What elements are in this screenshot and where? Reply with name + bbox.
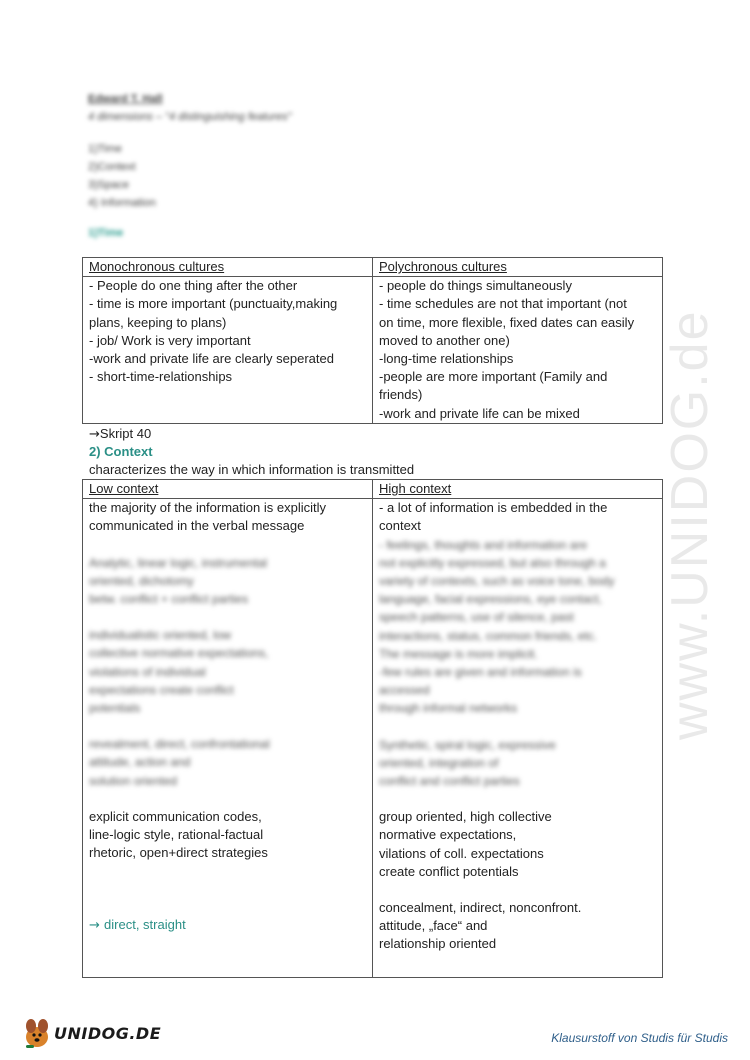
cell-line: vilations of coll. expectations <box>379 845 544 861</box>
footer-tagline: Klausurstoff von Studis für Studis <box>551 1031 728 1045</box>
cell-line: rhetoric, open+direct strategies <box>89 845 268 861</box>
cell-line: friends) <box>379 387 423 403</box>
author-name: Edward T. Hall <box>88 93 163 105</box>
time-heading: 1)Time <box>88 227 124 239</box>
cell-line: interactions, status, common friends, etc. <box>379 628 598 643</box>
cell-line: -people are more important (Family and <box>379 369 608 385</box>
low-context-header: Low context <box>83 480 373 499</box>
cell-line: - time schedules are not that important (not <box>379 296 627 312</box>
cell-line: attitude, „face“ and <box>379 918 488 934</box>
context-heading: 2) Context <box>89 444 153 459</box>
high-context-cell <box>373 499 663 978</box>
header-subtitle: 4 dimensions – "4 distinguishing features" <box>88 111 292 123</box>
cell-line: through informal networks <box>379 701 518 716</box>
dimension-item: 4) Information <box>88 197 156 209</box>
cell-line: expectations create conflict <box>89 682 234 697</box>
cell-line: solution oriented <box>89 773 178 788</box>
table-row <box>83 258 663 277</box>
low-context-cell <box>83 499 373 978</box>
unidog-logo <box>22 1016 161 1050</box>
cell-line: -work and private life can be mixed <box>379 405 580 421</box>
cell-line: Analytic, linear logic, instrumental <box>89 555 268 570</box>
monochronous-cell <box>83 277 373 424</box>
cell-line: collective normative expectations, <box>89 646 269 661</box>
dimension-list <box>88 140 291 212</box>
cell-line: - feelings, thoughts and information are <box>379 537 588 552</box>
cell-line: context <box>379 518 421 534</box>
cell-line: concealment, indirect, nonconfront. <box>379 900 582 916</box>
cell-line: The message is more implicit. <box>379 646 538 661</box>
cell-line: - short-time-relationships <box>89 369 233 385</box>
dimension-item: 2)Context <box>88 161 136 173</box>
cell-line: betw. conflict + conflict parties <box>89 592 249 607</box>
cell-line: Synthetic, spiral logic, expressive <box>379 737 556 752</box>
cell-line: - People do one thing after the other <box>89 278 298 294</box>
arrow-right-icon: → <box>89 918 105 934</box>
table-row <box>83 480 663 499</box>
skript-reference <box>89 425 151 444</box>
cell-line: language, facial expressions, eye contact, <box>379 592 602 607</box>
low-context-conclusion: → direct, straight <box>89 917 186 934</box>
high-context-header: High context <box>373 480 663 499</box>
cell-line: oriented, integration of <box>379 755 499 770</box>
cell-line: speech patterns, use of silence, past <box>379 610 574 625</box>
cell-line: group oriented, high collective <box>379 809 552 825</box>
watermark: www.UNIDOG.de <box>661 309 719 740</box>
monochronous-header: Monochronous cultures <box>83 258 373 277</box>
skript-label: Skript 40 <box>99 426 152 441</box>
dimension-item: 1)Time <box>88 143 122 155</box>
arrow-right-icon: → <box>89 427 100 442</box>
table-row <box>83 277 663 424</box>
cell-line: revealment, direct, confrontational <box>89 737 270 752</box>
blurred-text <box>89 554 366 790</box>
cell-line: oriented, dichotomy <box>89 573 194 588</box>
cell-line: potentials <box>89 701 141 716</box>
cell-line: create conflict potentials <box>379 863 519 879</box>
cell-line: on time, more flexible, fixed dates can easily <box>379 314 635 330</box>
cell-line: normative expectations, <box>379 827 517 843</box>
cell-line: explicit communication codes, <box>89 808 262 824</box>
polychronous-header: Polychronous cultures <box>373 258 663 277</box>
dimension-item: 3)Space <box>88 179 129 191</box>
cell-line: plans, keeping to plans) <box>89 314 227 330</box>
logo-text: UNIDOG.DE <box>54 1023 162 1043</box>
time-table <box>82 257 663 424</box>
cell-line: accessed <box>379 683 430 698</box>
cell-line: - time is more important (punctuaity,making <box>89 296 338 312</box>
context-intro: characterizes the way in which information is transmitted <box>89 462 415 477</box>
cell-line: not explicitly expressed, but also through a <box>379 555 606 570</box>
cell-line: the majority of the information is explicitly <box>89 500 326 516</box>
polychronous-cell <box>373 277 663 424</box>
cell-line: - a lot of information is embedded in the <box>379 500 608 516</box>
cell-line: communicated in the verbal message <box>89 518 305 534</box>
cell-line: line-logic style, rational-factual <box>89 827 264 843</box>
cell-line: -few rules are given and information is <box>379 665 582 680</box>
cell-line: relationship oriented <box>379 936 497 952</box>
cell-line: - people do things simultaneously <box>379 278 572 294</box>
cell-line: -work and private life are clearly seperated <box>89 351 334 367</box>
cell-line: - job/ Work is very important <box>89 332 251 348</box>
cell-line: variety of contexts, such as voice tone, body <box>379 574 615 589</box>
table-row <box>83 499 663 978</box>
dog-icon <box>22 1017 52 1049</box>
cell-line: violations of individual <box>89 664 206 679</box>
cell-line: moved to another one) <box>379 332 510 348</box>
cell-line: attitude, action and <box>89 755 191 770</box>
cell-line: conflict and conflict parties <box>379 774 520 789</box>
cell-line: -long-time relationships <box>379 351 514 367</box>
blurred-text <box>379 536 656 791</box>
blurred-header <box>88 90 291 242</box>
context-table <box>82 479 663 978</box>
cell-line: individualistic oriented, low <box>89 628 232 643</box>
